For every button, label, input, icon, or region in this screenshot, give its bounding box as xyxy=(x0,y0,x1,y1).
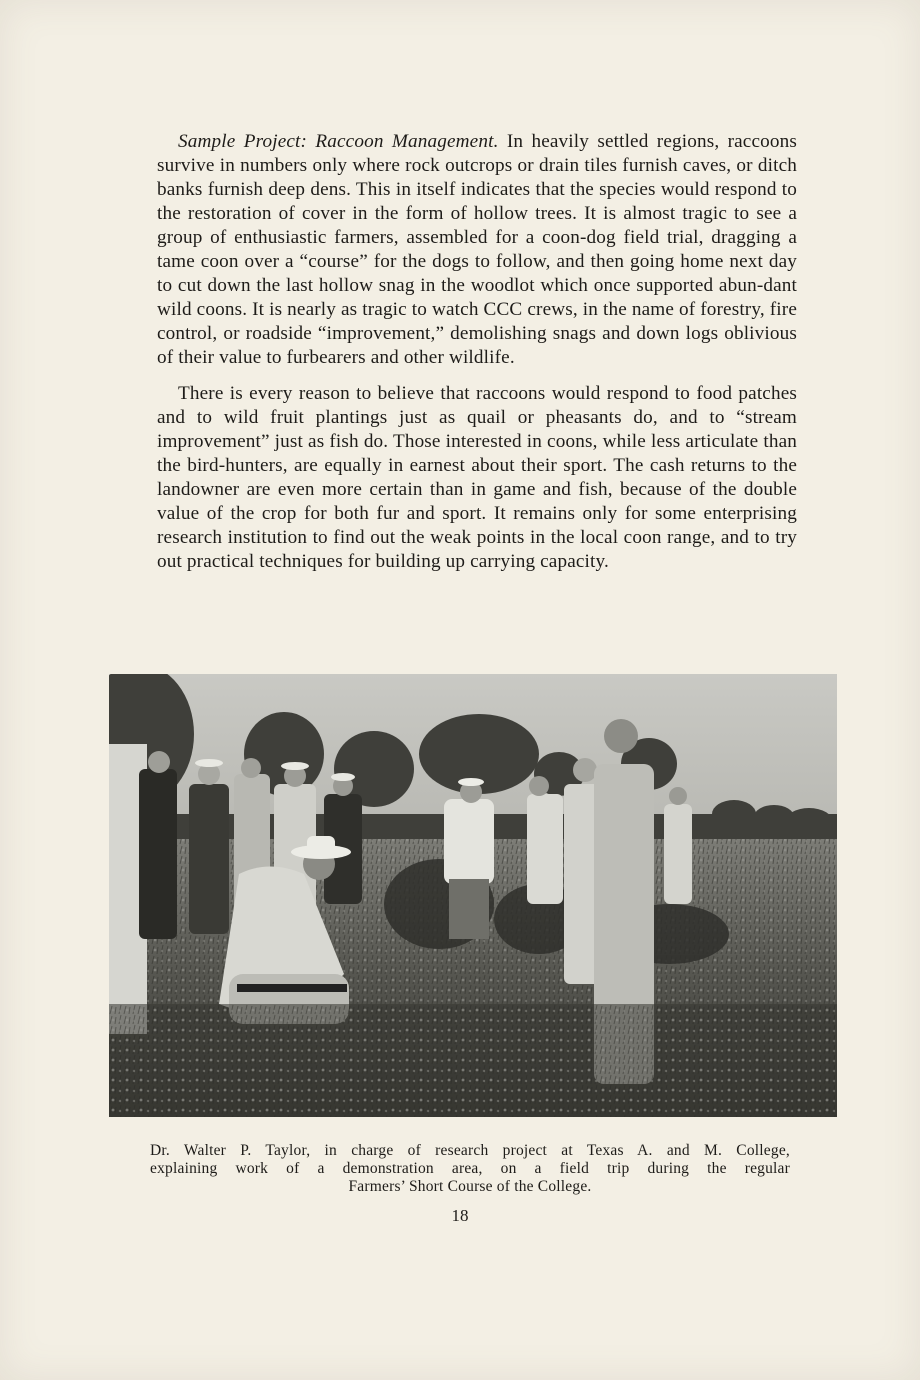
section-heading: Sample Project: Raccoon Management. xyxy=(178,131,499,152)
caption-line: Dr. Walter P. Taylor, in charge of research project at Texas A. and M. College, xyxy=(150,1142,790,1159)
caption-line: Farmers’ Short Course of the College. xyxy=(348,1178,592,1195)
paragraph-text: In heavily settled regions, raccoons survive in numbers only where rock outcrops or drain tiles furnish caves, or ditch banks furnish deep dens. This in itself indicates that the species would respond to the restoration of cover in the form of hollow trees. It is almost tragic to see a group of enthusiastic farmers, assembled for a coon-dog field trial, dragging a tame coon over a “course” for the dogs to follow, and then going home next day to cut down the last hollow snag in the woodlot which once supported abun-dant wild coons. It is nearly as tragic to watch CCC crews, in the name of forestry, fire control, or roadside “improvement,” demolishing snags and down logs oblivious of their value to furbearers and other wildlife. xyxy=(157,131,797,368)
paragraph-food-patches xyxy=(157,382,797,574)
paragraph-text: There is every reason to believe that raccoons would respond to food patches and to wild fruit plantings just as quail or pheasants do, and to “stream improvement” just as fish do. Those interested in coons, while less articulate than the bird-hunters, are equally in earnest about their sport. The cash returns to the landowner are even more certain than in game and fish, because of the double value of the crop for both fur and sport. It remains only for some enterprising research institution to find out the weak points in the local coon range, and to try out practical techniques for building up carrying capacity. xyxy=(157,383,797,572)
field-trip-photograph xyxy=(109,674,837,1117)
page-number: 18 xyxy=(451,1206,469,1225)
photo-caption xyxy=(150,1142,790,1196)
caption-line: explaining work of a demonstration area, on a field trip during the regular xyxy=(150,1160,790,1177)
article-body xyxy=(157,130,797,574)
paragraph-raccoon-management xyxy=(157,130,797,370)
